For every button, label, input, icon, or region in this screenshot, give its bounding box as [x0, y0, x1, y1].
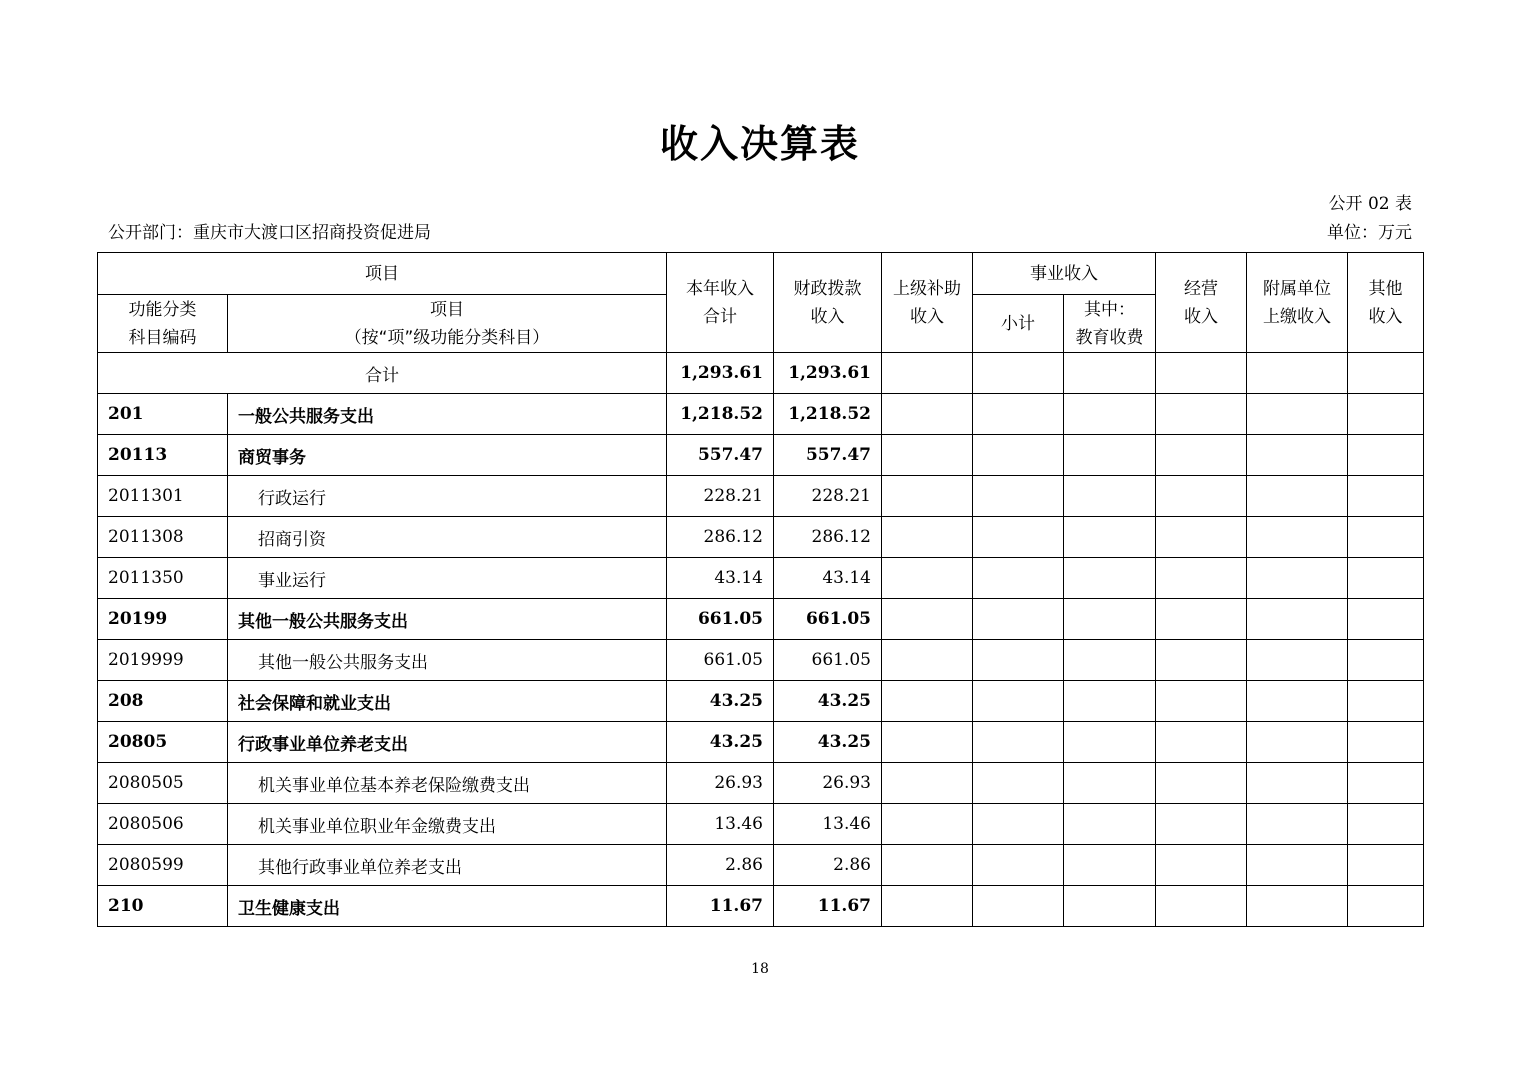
empty-cell — [973, 435, 1064, 476]
row-fiscal: 661.05 — [774, 640, 882, 681]
empty-cell — [1348, 517, 1424, 558]
row-total: 43.14 — [667, 558, 774, 599]
empty-cell — [1064, 886, 1156, 927]
empty-cell — [1156, 886, 1247, 927]
table-row — [98, 558, 1424, 599]
empty-cell — [1348, 845, 1424, 886]
row-code: 2011308 — [98, 517, 228, 558]
empty-cell — [1156, 763, 1247, 804]
empty-cell — [1348, 722, 1424, 763]
row-total: 43.25 — [667, 681, 774, 722]
header-row-1 — [98, 253, 1424, 295]
empty-cell — [1247, 681, 1348, 722]
row-fiscal: 43.25 — [774, 722, 882, 763]
table-row — [98, 517, 1424, 558]
empty-cell — [1064, 435, 1156, 476]
page-title: 收入决算表 — [659, 122, 860, 166]
row-fiscal: 11.67 — [774, 886, 882, 927]
row-name: 其他一般公共服务支出 — [228, 599, 667, 640]
department-label: 公开部门：重庆市大渡口区招商投资促进局 — [108, 223, 431, 243]
row-name: 社会保障和就业支出 — [228, 681, 667, 722]
row-code: 201 — [98, 394, 228, 435]
table-row — [98, 476, 1424, 517]
row-total: 557.47 — [667, 435, 774, 476]
empty-cell — [1348, 640, 1424, 681]
empty-cell — [1156, 722, 1247, 763]
empty-cell — [882, 886, 973, 927]
row-code: 2080599 — [98, 845, 228, 886]
income-table — [97, 252, 1424, 927]
empty-cell — [882, 517, 973, 558]
table-row — [98, 886, 1424, 927]
row-code: 20113 — [98, 435, 228, 476]
empty-cell — [1064, 722, 1156, 763]
empty-cell — [882, 804, 973, 845]
row-fiscal: 43.25 — [774, 681, 882, 722]
empty-cell — [1156, 599, 1247, 640]
empty-cell — [1064, 763, 1156, 804]
empty-cell — [973, 640, 1064, 681]
empty-cell — [882, 763, 973, 804]
empty-cell — [1064, 804, 1156, 845]
empty-cell — [1156, 517, 1247, 558]
page-number: 18 — [751, 961, 769, 977]
table-row — [98, 640, 1424, 681]
empty-cell — [882, 845, 973, 886]
header-subtotal: 小计 — [973, 295, 1064, 353]
empty-cell — [1247, 845, 1348, 886]
header-fiscal: 财政拨款 收入 — [774, 253, 882, 353]
empty-cell — [1064, 640, 1156, 681]
empty-cell — [973, 394, 1064, 435]
row-total: 26.93 — [667, 763, 774, 804]
header-business: 事业收入 — [973, 253, 1156, 295]
empty-cell — [1156, 435, 1247, 476]
empty-cell — [882, 558, 973, 599]
empty-cell — [973, 722, 1064, 763]
row-name: 行政事业单位养老支出 — [228, 722, 667, 763]
header-operating: 经营 收入 — [1156, 253, 1247, 353]
empty-cell — [1156, 804, 1247, 845]
row-total: 13.46 — [667, 804, 774, 845]
empty-cell — [1156, 681, 1247, 722]
row-fiscal: 43.14 — [774, 558, 882, 599]
empty-cell — [1348, 599, 1424, 640]
empty-cell — [1348, 558, 1424, 599]
empty-cell — [973, 845, 1064, 886]
row-fiscal: 661.05 — [774, 599, 882, 640]
empty-cell — [973, 681, 1064, 722]
row-total: 43.25 — [667, 722, 774, 763]
empty-cell — [973, 558, 1064, 599]
empty-cell — [882, 435, 973, 476]
empty-cell — [1247, 476, 1348, 517]
row-code: 20805 — [98, 722, 228, 763]
empty-cell — [1064, 517, 1156, 558]
row-name: 商贸事务 — [228, 435, 667, 476]
empty-cell — [882, 640, 973, 681]
row-code: 2011350 — [98, 558, 228, 599]
empty-cell — [1348, 886, 1424, 927]
row-name: 卫生健康支出 — [228, 886, 667, 927]
empty-cell — [973, 517, 1064, 558]
empty-cell — [973, 886, 1064, 927]
empty-cell — [973, 599, 1064, 640]
row-name: 行政运行 — [228, 476, 667, 517]
empty-cell — [1247, 763, 1348, 804]
empty-cell — [1348, 763, 1424, 804]
row-total: 1,218.52 — [667, 394, 774, 435]
row-name: 其他一般公共服务支出 — [228, 640, 667, 681]
header-edu: 其中： 教育收费 — [1064, 295, 1156, 353]
row-name: 一般公共服务支出 — [228, 394, 667, 435]
table-row — [98, 435, 1424, 476]
table-row — [98, 763, 1424, 804]
row-total: 286.12 — [667, 517, 774, 558]
empty-cell — [1247, 558, 1348, 599]
row-total: 2.86 — [667, 845, 774, 886]
row-total: 228.21 — [667, 476, 774, 517]
empty-cell — [1064, 599, 1156, 640]
empty-cell — [1064, 394, 1156, 435]
table-row — [98, 804, 1424, 845]
header-superior: 上级补助 收入 — [882, 253, 973, 353]
row-total: 661.05 — [667, 599, 774, 640]
form-number: 公开 02 表 — [1328, 194, 1412, 214]
empty-cell — [973, 763, 1064, 804]
row-code: 2019999 — [98, 640, 228, 681]
empty-cell — [882, 599, 973, 640]
empty-cell — [1156, 640, 1247, 681]
total-amount: 1,293.61 — [667, 353, 774, 394]
empty-cell — [1156, 476, 1247, 517]
total-row — [98, 353, 1424, 394]
header-code: 功能分类 科目编码 — [98, 295, 228, 353]
empty-cell — [1156, 845, 1247, 886]
row-name: 机关事业单位基本养老保险缴费支出 — [228, 763, 667, 804]
empty-cell — [1247, 640, 1348, 681]
row-name: 事业运行 — [228, 558, 667, 599]
unit-label: 单位：万元 — [1327, 223, 1412, 243]
empty-cell — [973, 476, 1064, 517]
empty-cell — [1247, 435, 1348, 476]
row-fiscal: 228.21 — [774, 476, 882, 517]
empty-cell — [1348, 435, 1424, 476]
header-affiliated: 附属单位 上缴收入 — [1247, 253, 1348, 353]
row-name: 招商引资 — [228, 517, 667, 558]
total-fiscal: 1,293.61 — [774, 353, 882, 394]
row-total: 11.67 — [667, 886, 774, 927]
row-code: 2080506 — [98, 804, 228, 845]
row-code: 210 — [98, 886, 228, 927]
row-name: 机关事业单位职业年金缴费支出 — [228, 804, 667, 845]
empty-cell — [1348, 476, 1424, 517]
empty-cell — [1064, 558, 1156, 599]
empty-cell — [1247, 804, 1348, 845]
empty-cell — [1064, 681, 1156, 722]
empty-cell — [1348, 394, 1424, 435]
header-name: 项目 （按“项”级功能分类科目） — [228, 295, 667, 353]
empty-cell — [1247, 517, 1348, 558]
row-name: 其他行政事业单位养老支出 — [228, 845, 667, 886]
row-code: 20199 — [98, 599, 228, 640]
table-row — [98, 722, 1424, 763]
header-item: 项目 — [98, 253, 667, 295]
row-fiscal: 286.12 — [774, 517, 882, 558]
empty-cell — [1064, 845, 1156, 886]
total-label: 合计 — [98, 353, 667, 394]
empty-cell — [1064, 476, 1156, 517]
empty-cell — [973, 804, 1064, 845]
empty-cell — [1247, 722, 1348, 763]
table-row — [98, 845, 1424, 886]
row-fiscal: 13.46 — [774, 804, 882, 845]
row-fiscal: 26.93 — [774, 763, 882, 804]
row-code: 2080505 — [98, 763, 228, 804]
empty-cell — [1247, 599, 1348, 640]
row-fiscal: 557.47 — [774, 435, 882, 476]
empty-cell — [1247, 886, 1348, 927]
header-other: 其他 收入 — [1348, 253, 1424, 353]
table-row — [98, 394, 1424, 435]
row-total: 661.05 — [667, 640, 774, 681]
row-code: 208 — [98, 681, 228, 722]
row-fiscal: 1,218.52 — [774, 394, 882, 435]
empty-cell — [1156, 558, 1247, 599]
table-row — [98, 599, 1424, 640]
empty-cell — [1348, 804, 1424, 845]
empty-cell — [1348, 681, 1424, 722]
empty-cell — [882, 476, 973, 517]
empty-cell — [1156, 394, 1247, 435]
empty-cell — [882, 722, 973, 763]
table-row — [98, 681, 1424, 722]
empty-cell — [882, 681, 973, 722]
row-code: 2011301 — [98, 476, 228, 517]
empty-cell — [1247, 394, 1348, 435]
header-total: 本年收入 合计 — [667, 253, 774, 353]
row-fiscal: 2.86 — [774, 845, 882, 886]
empty-cell — [882, 394, 973, 435]
